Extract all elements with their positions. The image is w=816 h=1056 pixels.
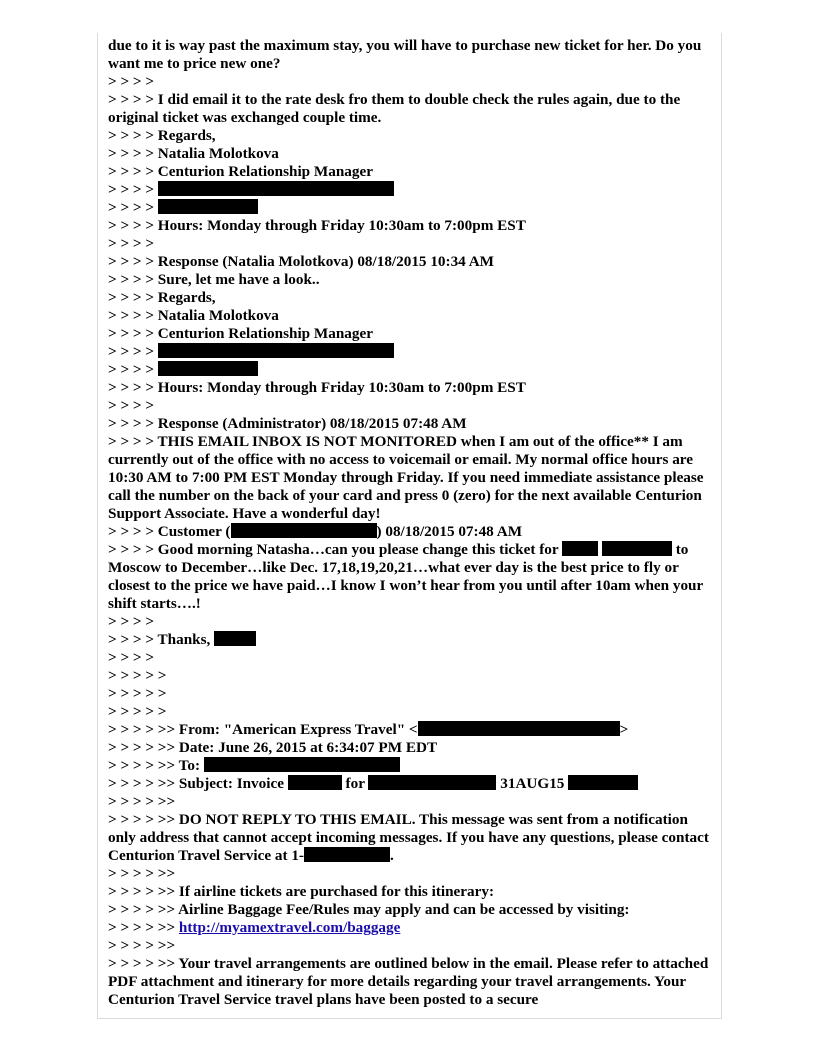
quote-marker: > > > > >> [108,937,176,954]
signature-hours: > > > > Hours: Monday through Friday 10:30am to 7:00pm EST [108,217,526,234]
redaction-box [158,199,258,214]
link-line [108,919,713,937]
quote-marker: > > > > > [108,703,167,720]
auto-reply-text: > > > > THIS EMAIL INBOX IS NOT MONITORED when I am out of the office** I am currently out of the office with no access to voicemail or email. My normal office hours are 10:30 AM to 7:00 PM EST Monday through Friday. If you need immediate assistance please call the number on the back of your card and press 0 (zero) for the next available Centurion Support Associate. Have a wonderful day! [108,433,708,522]
signature-line [108,361,713,379]
response-header: > > > > Response (Administrator) 08/18/2015 07:48 AM [108,415,467,432]
quote-prefix: > > > > [108,361,158,378]
redaction-box [158,181,394,196]
quote-marker: > > > > >> [108,793,176,810]
email-line: > > > > >> If airline tickets are purchased for this itinerary: [108,883,495,900]
message-text: > > > > Good morning Natasha…can you please change this ticket for [108,541,563,558]
quote-marker: > > > > > [108,685,167,702]
redaction-box [602,541,672,556]
quote-prefix: > > > > [108,199,158,216]
subject-label: > > > > >> Subject: Invoice [108,775,288,792]
customer-label: > > > > Customer ( [108,523,231,540]
quote-marker: > > > > >> [108,865,176,882]
redaction-box [288,775,342,790]
quote-prefix: > > > > [108,343,158,360]
redaction-box [368,775,496,790]
quote-prefix: > > > > >> [108,919,179,936]
subject-for: for [341,775,369,792]
quote-marker: > > > > [108,73,155,90]
quote-marker: > > > > [108,649,155,666]
notice-body: > > > > >> DO NOT REPLY TO THIS EMAIL. This message was sent from a notification only address that cannot accept incoming messages. If you have any questions, please contact Centurion Travel Service at 1- [108,811,713,864]
quote-marker: > > > > [108,235,155,252]
signature-name: > > > > Natalia Molotkova [108,145,279,162]
response-header: > > > > Response (Natalia Molotkova) 08/18/2015 10:34 AM [108,253,495,270]
email-line: > > > > >> Airline Baggage Fee/Rules may apply and can be accessed by visiting: [108,901,630,918]
signature-name: > > > > Natalia Molotkova [108,307,279,324]
quote-prefix: > > > > [108,181,158,198]
customer-message [108,541,713,613]
signature-regards: > > > > Regards, [108,127,216,144]
from-label: > > > > >> From: "American Express Travel" < [108,721,418,738]
email-line: > > > > Sure, let me have a look.. [108,271,320,288]
signature-title: > > > > Centurion Relationship Manager [108,163,373,180]
redaction-box [562,541,598,556]
notice-text [108,811,713,865]
signature-line [108,199,713,217]
redaction-box [204,757,400,772]
email-body [108,37,713,1009]
redaction-box [158,343,394,358]
email-line: > > > > I did email it to the rate desk fro them to double check the rules again, due to the original ticket was exchanged couple time. [108,91,684,126]
signature-hours: > > > > Hours: Monday through Friday 10:30am to 7:00pm EST [108,379,526,396]
signature-regards: > > > > Regards, [108,289,216,306]
signature-line [108,343,713,361]
redaction-box [568,775,638,790]
redaction-box [231,523,377,538]
message-text: to Moscow to December…like Dec. 17,18,19,20,21…what ever day is the best price to fly or closest to the price we have paid…I know I won’t hear from you until after 10am when your shift starts….! [108,541,707,612]
quote-marker: > > > > [108,397,155,414]
quote-marker: > > > > > [108,667,167,684]
customer-header [108,523,713,541]
notice-end: . [390,847,394,864]
redaction-box [418,721,620,736]
signature-title: > > > > Centurion Relationship Manager [108,325,373,342]
date-header: > > > > >> Date: June 26, 2015 at 6:34:07 PM EDT [108,739,438,756]
email-line: due to it is way past the maximum stay, you will have to purchase new ticket for her. Do you want me to price new one? [108,37,706,72]
to-label: > > > > >> To: [108,757,204,774]
redaction-box [158,361,258,376]
signature-line [108,181,713,199]
customer-timestamp: ) 08/18/2015 07:48 AM [376,523,523,540]
quote-marker: > > > > [108,613,155,630]
subject-date: 31AUG15 [496,775,569,792]
from-header [108,721,713,739]
redaction-box [214,631,256,646]
subject-header [108,775,713,793]
from-close: > [619,721,629,738]
email-line: > > > > >> Your travel arrangements are outlined below in the email. Please refer to attached PDF attachment and itinerary for more details regarding your travel arrangements. Your Centurion Travel Service travel plans have been posted to a secure [108,955,713,1008]
baggage-link[interactable]: http://myamextravel.com/baggage [178,919,401,936]
redaction-box [304,847,390,862]
thanks-line [108,631,713,649]
to-header [108,757,713,775]
thanks-text: > > > > Thanks, [108,631,215,648]
